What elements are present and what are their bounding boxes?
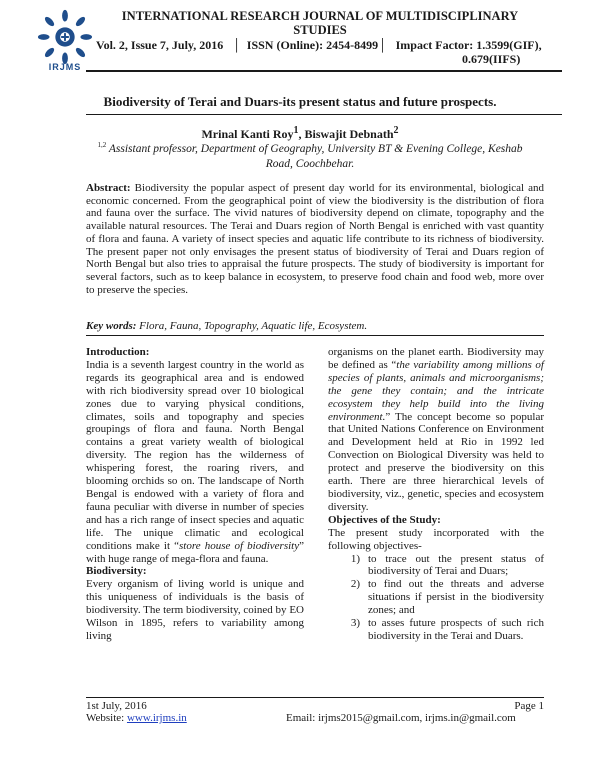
definition-paragraph bbox=[328, 346, 544, 514]
authors: Mrinal Kanti Roy$^1$, Biswajit Debnath$^2$ bbox=[201, 125, 399, 141]
author-2-sup: 2 bbox=[393, 125, 399, 136]
intro-text-1: India is a seventh largest country in the world as regards its geographical area and is endowed with rich biodiversity spread over 10 biological zones due to varying physical conditions, climates, soils and topography and species groupings of flora and fauna. North Bengal contains a great variety wealth of biological diversity. The region has the wilderness of whispering forest, the roaring rivers, and blooming orchids so on. The landscape of North Bengal is endowed with a variety of flora and fauna peculiar with diverse in number of species and has a rich range of insect species and aquatic life. The unique climatic and ecological conditions make it “ bbox=[86, 358, 304, 552]
journal-title: INTERNATIONAL RESEARCH JOURNAL OF MULTIDISCIPLINARY STUDIES bbox=[121, 9, 519, 37]
website-link[interactable]: www.irjms.in bbox=[126, 712, 187, 724]
list-text: to asses future prospects of such rich biodiversity in the Terai and Duars. bbox=[368, 617, 544, 642]
author-2: Biswajit Debnath bbox=[304, 127, 394, 141]
page-number: Page 1 bbox=[514, 700, 544, 712]
issue-line bbox=[96, 38, 566, 52]
issue-info: Vol. 2, Issue 7, July, 2016 bbox=[96, 38, 224, 52]
abstract bbox=[86, 182, 544, 296]
journal-logo bbox=[36, 8, 94, 66]
biodiversity-paragraph: Every organism of living world is unique and this uniqueness of individuals is the basis of biodiversity. The term biodiversity, coined by EO Wilson in 1895, refers to variability among living bbox=[86, 578, 304, 642]
biodiversity-heading: Biodiversity: bbox=[86, 565, 147, 578]
keywords-text: Flora, Fauna, Topography, Aquatic life, Ecosystem. bbox=[139, 320, 368, 332]
right-text-1: organisms on the planet earth. Biodiversity may be defined as “ bbox=[328, 346, 544, 371]
abstract-rule bbox=[86, 335, 544, 336]
definition-quote: the variability among millions of species of plants, animals and microorganisms; the gene they contain; and the intricate ecosystem they help build into the living environment. bbox=[328, 358, 544, 423]
author-1: Mrinal Kanti Roy bbox=[201, 127, 294, 141]
impact-factor: Impact Factor: 1.3599(GIF), bbox=[395, 38, 542, 52]
list-item bbox=[328, 553, 544, 579]
footer-rule bbox=[86, 697, 544, 698]
intro-paragraph bbox=[86, 359, 304, 566]
list-text: to trace out the present status of biodiversity of Terai and Duars; bbox=[368, 552, 544, 578]
header-rule bbox=[86, 70, 562, 72]
issn-info: ISSN (Online): 2454-8499 bbox=[246, 38, 379, 52]
intro-heading: Introduction: bbox=[86, 346, 150, 358]
keywords bbox=[86, 320, 544, 332]
affiliation-sup: 1,2 bbox=[97, 141, 107, 149]
objectives-heading: Objectives of the Study: bbox=[328, 513, 441, 526]
intro-text-2: ” with huge range of mega-flora and fauna. bbox=[86, 539, 304, 565]
objectives-intro: The present study incorporated with the following objectives- bbox=[328, 526, 544, 552]
paper-title: Biodiversity of Terai and Duars-its present status and future prospects. bbox=[103, 94, 497, 109]
affiliation bbox=[90, 138, 530, 172]
affiliation-text: Assistant professor, Department of Geography, University BT & Evening College, Keshab Road, Coochbehar. bbox=[108, 142, 523, 170]
left-column bbox=[86, 346, 304, 643]
abstract-text: Biodiversity the popular aspect of present day world for its environmental, biological and economic concerned. From the geographical point of view the biodiversity is the distribution of flora and fauna over the surface. The vivid natures of biodiversity depend on climate, topography and the available natural resources. The Terai and Duars region of North Bengal is enriched with vast quantity of flora and fauna. A variety of insect species and aquatic life contribute to its richness of biodiversity. The present paper not only envisages the present status of biodiversity of Terai and Duars region of North Bengal but also tries to appraisal the future prospects. The study of biodiversity is important for several factors, such as to keep balance in ecosystem, to preserve food chain and food web, more over to preserve the species. bbox=[86, 182, 545, 296]
logo-text: IRJMS bbox=[48, 62, 82, 72]
separator: │ bbox=[378, 38, 393, 52]
list-number: 1) bbox=[350, 552, 360, 565]
objectives-list bbox=[328, 553, 544, 643]
list-item bbox=[328, 578, 544, 617]
list-text: to find out the threats and adverse situations if persist in the biodiversity zones; and bbox=[368, 578, 544, 617]
title-rule bbox=[86, 114, 562, 115]
list-number: 3) bbox=[350, 617, 360, 630]
intro-italic: store house of biodiversity bbox=[179, 539, 300, 552]
abstract-label: Abstract: bbox=[86, 182, 131, 194]
right-text-2: ” The concept become so popular that United Nations Conference on Environment and Development held at Rio in 1992 led Convection on Biological Diversity was held to protect and preserve the biodiversity on this earth. There are three hierarchical levels of biodiversity, viz., genetic, species and ecosystem diversity. bbox=[328, 410, 544, 513]
right-column bbox=[328, 346, 544, 643]
website-label: Website: bbox=[86, 712, 125, 724]
list-number: 2) bbox=[350, 578, 360, 591]
footer-website bbox=[86, 712, 187, 724]
list-item bbox=[328, 617, 544, 643]
footer-email: Email: irjms2015@gmail.com, irjms.in@gmail.com bbox=[286, 712, 516, 724]
separator: │ bbox=[226, 38, 244, 52]
author-1-sup: 1 bbox=[293, 125, 299, 136]
keywords-label: Key words: bbox=[86, 320, 137, 332]
footer-date: 1st July, 2016 bbox=[86, 700, 147, 712]
impact-factor-2: 0.679(IIFS) bbox=[462, 52, 521, 66]
